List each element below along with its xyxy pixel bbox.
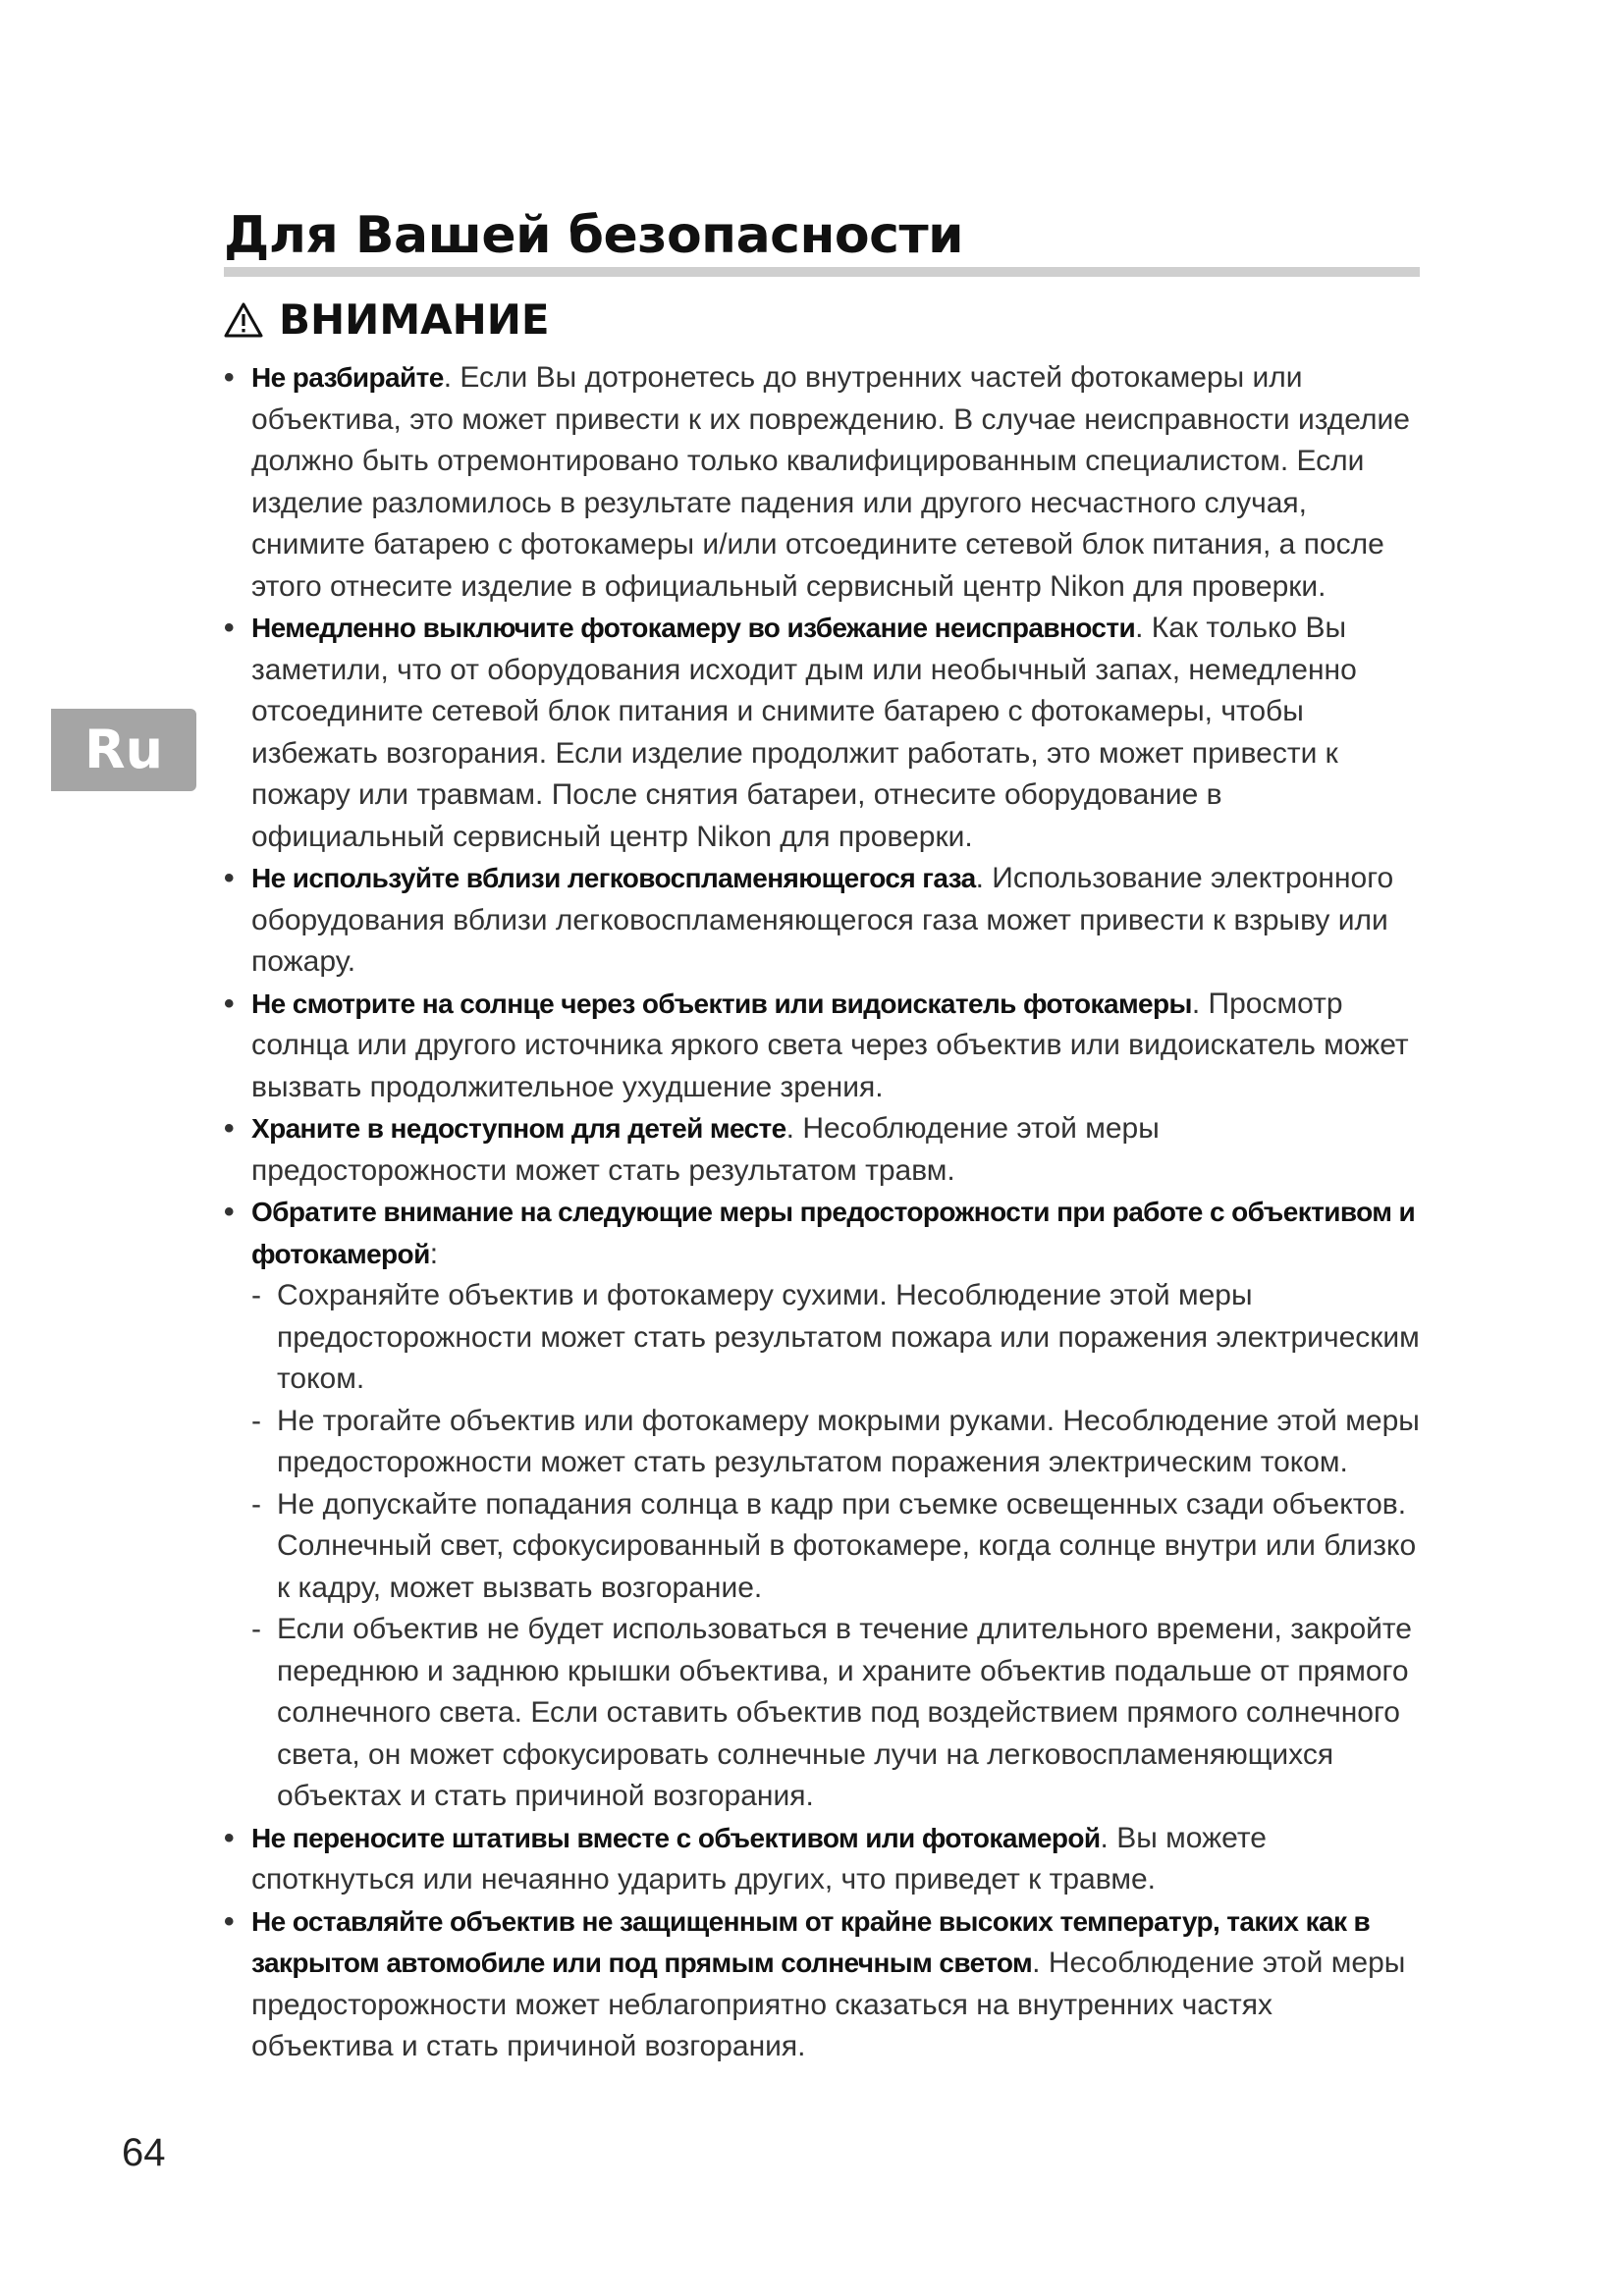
safety-item-separator: . <box>975 862 984 894</box>
safety-subitem-text: Не допускайте попадания солнца в кадр при съемке освещенных сзади объектов. Солнечный свет, сфокусированный в фотокамере, когда солнце внутри или близко к кадру, может вызвать возгорание. <box>277 1487 1417 1604</box>
safety-item-lead: Не смотрите на солнце через объектив или видоискатель фотокамеры <box>251 988 1192 1019</box>
safety-item <box>224 357 1422 608</box>
safety-item <box>224 608 1422 858</box>
bullet-marker: • <box>224 612 235 644</box>
safety-item-text: Несоблюдение этой меры предосторожности может неблагоприятно сказаться на внутренних частях объектива и стать причиной возгорания. <box>251 1947 1406 2062</box>
safety-subitem-text: Если объектив не будет использоваться в течение длительного времени, закройте переднюю и заднюю крышки объектива, и храните объектив подальше от прямого солнечного света. Если оставить объектив под воздействием прямого солнечного света, он может сфокусировать солнечные лучи на легковоспламеняющихся объектах и стать причиной возгорания. <box>277 1613 1412 1812</box>
dash-marker: - <box>251 1404 261 1437</box>
title-underline <box>224 267 1420 277</box>
bullet-marker: • <box>224 987 235 1020</box>
safety-item-separator: . <box>443 361 453 394</box>
safety-item-lead: Храните в недоступном для детей месте <box>251 1113 786 1144</box>
safety-subitem <box>224 1484 1422 1610</box>
warning-heading <box>224 293 550 347</box>
safety-item <box>224 1192 1422 1818</box>
safety-item-separator: . <box>1100 1821 1109 1854</box>
safety-item <box>224 1901 1422 2068</box>
safety-item <box>224 984 1422 1109</box>
safety-subitem <box>224 1401 1422 1484</box>
dash-marker: - <box>251 1613 261 1645</box>
warning-heading-label: ВНИМАНИЕ <box>279 295 550 344</box>
safety-item <box>224 1108 1422 1192</box>
bullet-marker: • <box>224 361 235 394</box>
bullet-marker: • <box>224 1821 235 1854</box>
safety-item-text: Как только Вы заметили, что от оборудования исходит дым или необычный запах, немедленно отсоедините сетевой блок питания и снимите батарею с фотокамеры, чтобы избежать возгорания. Если изделие продолжит работать, это может привести к пожару или травмам. После снятия батареи, отнесите оборудование в официальный сервисный центр Nikon для проверки. <box>251 612 1357 853</box>
safety-item-text: Если Вы дотронетесь до внутренних частей фотокамеры или объектива, это может привести к их повреждению. В случае неисправности изделие должно быть отремонтировано только квалифицированным специалистом. Если изделие разломилось в результате падения или другого несчастного случая, снимите батарею с фотокамеры и/или отсоедините сетевой блок питания, а после этого отнесите изделие в официальный сервисный центр Nikon для проверки. <box>251 361 1410 603</box>
bullet-marker: • <box>224 1196 235 1228</box>
safety-item-separator: . <box>785 1112 794 1145</box>
safety-subitem-text: Сохраняйте объектив и фотокамеру сухими. Несоблюдение этой меры предосторожности может стать результатом пожара или поражения электрическим током. <box>277 1279 1420 1395</box>
safety-item-lead: Немедленно выключите фотокамеру во избежание неисправности <box>251 613 1136 643</box>
bullet-marker: • <box>224 1904 235 1938</box>
bullet-marker: • <box>224 1112 235 1145</box>
safety-item-text: Вы можете споткнуться или нечаянно ударить других, что приведет к травме. <box>251 1821 1267 1896</box>
language-tab: Ru <box>51 709 196 791</box>
safety-item-separator: : <box>429 1237 439 1270</box>
safety-item <box>224 1818 1422 1901</box>
safety-item <box>224 858 1422 984</box>
safety-item-lead: Не используйте вблизи легковоспламеняющегося газа <box>251 863 976 893</box>
bullet-marker: • <box>224 862 235 894</box>
safety-item-separator: . <box>1191 987 1201 1020</box>
safety-item-text: Использование электронного оборудования вблизи легковоспламеняющегося газа может привести к взрыву или пожару. <box>251 862 1394 978</box>
safety-item-text: Несоблюдение этой меры предосторожности может стать результатом травм. <box>251 1112 1160 1187</box>
safety-subitem <box>224 1275 1422 1401</box>
page-title: Для Вашей безопасности <box>224 206 964 265</box>
safety-subitem <box>224 1609 1422 1818</box>
safety-subitem-text: Не трогайте объектив или фотокамеру мокрыми руками. Несоблюдение этой меры предосторожности может стать результатом поражения электрическим током. <box>277 1404 1420 1478</box>
dash-marker: - <box>251 1279 261 1311</box>
safety-item-separator: . <box>1032 1947 1041 1979</box>
safety-item-lead: Обратите внимание на следующие меры предосторожности при работе с объективом и фотокамерой <box>251 1197 1416 1269</box>
safety-list <box>224 357 1422 2068</box>
safety-item-lead: Не оставляйте объектив не защищенным от крайне высоких температур, таких как в закрытом автомобиле или под прямым солнечным светом <box>251 1905 1371 1978</box>
safety-item-separator: . <box>1135 612 1144 644</box>
safety-item-lead: Не переносите штативы вместе с объективом или фотокамерой <box>251 1822 1101 1853</box>
dash-marker: - <box>251 1487 261 1521</box>
page-number: 64 <box>122 2131 166 2174</box>
safety-item-lead: Не разбирайте <box>251 362 444 393</box>
safety-item-text: Просмотр солнца или другого источника яркого света через объектив или видоискатель может вызвать продолжительное ухудшение зрения. <box>251 987 1409 1103</box>
warning-triangle-icon <box>224 302 263 338</box>
safety-subitem-list <box>224 1275 1422 1818</box>
